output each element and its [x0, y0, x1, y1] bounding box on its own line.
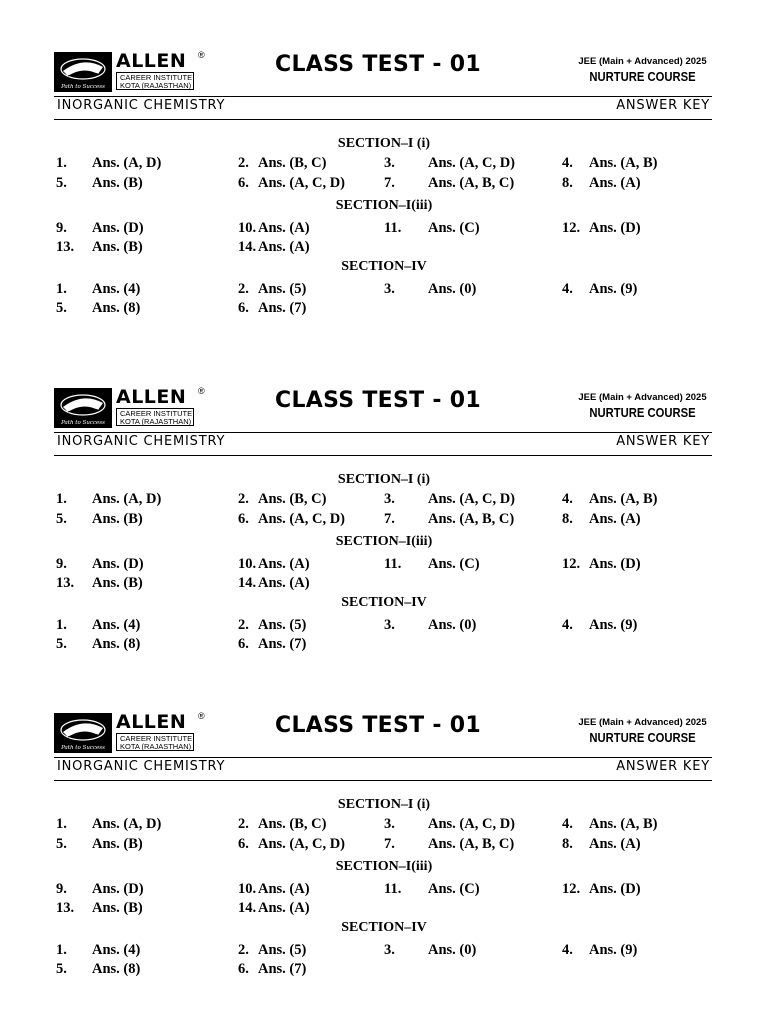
answer-value: Ans. (A)	[589, 511, 641, 527]
allen-logo	[54, 711, 205, 753]
logo-line-location: KOTA (RAJASTHAN)	[120, 742, 192, 751]
answer-value: Ans. (D)	[589, 220, 641, 236]
answer-value: Ans. (0)	[428, 281, 477, 297]
logo-line-location: KOTA (RAJASTHAN)	[120, 417, 192, 426]
answer-value: Ans. (B)	[92, 239, 143, 255]
course-label: NURTURE COURSE	[589, 70, 696, 84]
allen-logo	[54, 50, 205, 92]
answer-value: Ans. (D)	[92, 881, 144, 897]
question-number: 1.	[56, 155, 67, 171]
header-divider	[54, 757, 712, 758]
answer-value: Ans. (0)	[428, 942, 477, 958]
answer-row	[0, 511, 768, 529]
answer-value: Ans. (B)	[92, 175, 143, 191]
answer-value: Ans. (D)	[92, 556, 144, 572]
logo-brand: ALLEN	[116, 386, 187, 408]
answer-value: Ans. (4)	[92, 281, 141, 297]
answer-row	[0, 220, 768, 238]
answer-value: Ans. (C)	[428, 220, 480, 236]
answer-value: Ans. (A, B)	[589, 491, 658, 507]
question-number: 3.	[384, 491, 395, 507]
logo-line-institute: CAREER INSTITUTE	[120, 73, 193, 82]
answer-value: Ans. (A)	[258, 881, 310, 897]
question-number: 13.	[56, 575, 75, 591]
exam-label: JEE (Main + Advanced) 2025	[578, 392, 707, 403]
answer-value: Ans. (B)	[92, 511, 143, 527]
answer-row	[0, 175, 768, 193]
answer-key-label: ANSWER KEY	[616, 759, 710, 774]
answer-value: Ans. (5)	[258, 942, 307, 958]
question-number: 12.	[562, 881, 581, 897]
question-number: 5.	[56, 300, 67, 316]
question-number: 11.	[384, 220, 402, 236]
page-title: CLASS TEST - 01	[275, 713, 482, 738]
subject-label: INORGANIC CHEMISTRY	[57, 434, 226, 449]
answer-value: Ans. (A)	[589, 175, 641, 191]
question-number: 6.	[238, 175, 249, 191]
answer-row	[0, 900, 768, 918]
logo-tagline: Path to Success	[61, 84, 105, 90]
question-number: 6.	[238, 636, 249, 652]
answer-value: Ans. (7)	[258, 636, 307, 652]
answer-value: Ans. (A, C, D)	[258, 175, 345, 191]
answer-value: Ans. (B)	[92, 900, 143, 916]
question-number: 14.	[238, 900, 257, 916]
logo-institute-box	[116, 408, 194, 426]
question-number: 10.	[238, 556, 257, 572]
question-number: 1.	[56, 281, 67, 297]
answer-value: Ans. (B, C)	[258, 491, 327, 507]
question-number: 3.	[384, 942, 395, 958]
answer-value: Ans. (4)	[92, 942, 141, 958]
question-number: 7.	[384, 175, 395, 191]
answer-value: Ans. (5)	[258, 281, 307, 297]
answer-value: Ans. (8)	[92, 961, 141, 977]
question-number: 7.	[384, 511, 395, 527]
subject-label: INORGANIC CHEMISTRY	[57, 759, 226, 774]
question-number: 4.	[562, 816, 573, 832]
section-title: SECTION–I (i)	[337, 472, 431, 487]
answer-row	[0, 155, 768, 173]
allen-logo	[54, 386, 205, 428]
answer-value: Ans. (A, D)	[92, 816, 162, 832]
question-number: 4.	[562, 281, 573, 297]
question-number: 10.	[238, 220, 257, 236]
answer-value: Ans. (A, C, D)	[258, 836, 345, 852]
allen-emblem-icon	[54, 388, 112, 428]
subheader-divider	[54, 119, 712, 120]
answer-value: Ans. (A)	[258, 575, 310, 591]
question-number: 2.	[238, 816, 249, 832]
page-title: CLASS TEST - 01	[275, 52, 482, 77]
question-number: 5.	[56, 511, 67, 527]
section-title: SECTION–I(iii)	[335, 198, 433, 213]
question-number: 5.	[56, 961, 67, 977]
section-title: SECTION–I (i)	[337, 797, 431, 812]
answer-value: Ans. (5)	[258, 617, 307, 633]
answer-row	[0, 300, 768, 318]
answer-value: Ans. (B)	[92, 836, 143, 852]
question-number: 10.	[238, 881, 257, 897]
subheader-divider	[54, 780, 712, 781]
answer-value: Ans. (7)	[258, 300, 307, 316]
question-number: 5.	[56, 636, 67, 652]
answer-row	[0, 636, 768, 654]
question-number: 4.	[562, 942, 573, 958]
answer-value: Ans. (4)	[92, 617, 141, 633]
question-number: 6.	[238, 961, 249, 977]
question-number: 1.	[56, 617, 67, 633]
answer-row	[0, 881, 768, 899]
course-label: NURTURE COURSE	[589, 731, 696, 745]
exam-label: JEE (Main + Advanced) 2025	[578, 56, 707, 67]
answer-row	[0, 556, 768, 574]
registered-mark: ®	[198, 386, 205, 396]
question-number: 3.	[384, 617, 395, 633]
answer-key-block	[0, 0, 768, 320]
answer-row	[0, 281, 768, 299]
question-number: 9.	[56, 881, 67, 897]
answer-value: Ans. (C)	[428, 556, 480, 572]
answer-row	[0, 816, 768, 834]
section-title: SECTION–I(iii)	[335, 859, 433, 874]
answer-value: Ans. (A, C, D)	[428, 816, 515, 832]
question-number: 6.	[238, 511, 249, 527]
answer-row	[0, 575, 768, 593]
subheader-divider	[54, 455, 712, 456]
question-number: 1.	[56, 942, 67, 958]
course-label: NURTURE COURSE	[589, 406, 696, 420]
answer-key-label: ANSWER KEY	[616, 98, 710, 113]
answer-key-block	[0, 336, 768, 656]
question-number: 2.	[238, 491, 249, 507]
question-number: 2.	[238, 617, 249, 633]
question-number: 5.	[56, 175, 67, 191]
question-number: 14.	[238, 239, 257, 255]
answer-value: Ans. (8)	[92, 636, 141, 652]
logo-line-location: KOTA (RAJASTHAN)	[120, 81, 192, 90]
question-number: 9.	[56, 556, 67, 572]
answer-value: Ans. (9)	[589, 617, 638, 633]
answer-value: Ans. (B, C)	[258, 155, 327, 171]
question-number: 1.	[56, 491, 67, 507]
section-title: SECTION–IV	[341, 259, 427, 274]
question-number: 12.	[562, 220, 581, 236]
answer-value: Ans. (D)	[92, 220, 144, 236]
answer-key-label: ANSWER KEY	[616, 434, 710, 449]
question-number: 4.	[562, 155, 573, 171]
answer-value: Ans. (B, C)	[258, 816, 327, 832]
question-number: 2.	[238, 155, 249, 171]
answer-key-block	[0, 661, 768, 981]
answer-value: Ans. (A, B, C)	[428, 836, 515, 852]
answer-value: Ans. (8)	[92, 300, 141, 316]
question-number: 14.	[238, 575, 257, 591]
question-number: 2.	[238, 281, 249, 297]
header-divider	[54, 96, 712, 97]
answer-row	[0, 617, 768, 635]
question-number: 9.	[56, 220, 67, 236]
question-number: 11.	[384, 881, 402, 897]
answer-value: Ans. (A, D)	[92, 155, 162, 171]
section-title: SECTION–I(iii)	[335, 534, 433, 549]
question-number: 2.	[238, 942, 249, 958]
section-title: SECTION–I (i)	[337, 136, 431, 151]
answer-row	[0, 239, 768, 257]
answer-value: Ans. (A, B, C)	[428, 175, 515, 191]
exam-label: JEE (Main + Advanced) 2025	[578, 717, 707, 728]
question-number: 3.	[384, 155, 395, 171]
answer-value: Ans. (D)	[589, 881, 641, 897]
answer-value: Ans. (B)	[92, 575, 143, 591]
question-number: 13.	[56, 900, 75, 916]
answer-row	[0, 961, 768, 979]
answer-value: Ans. (A, C, D)	[258, 511, 345, 527]
question-number: 1.	[56, 816, 67, 832]
question-number: 8.	[562, 175, 573, 191]
answer-value: Ans. (A)	[258, 220, 310, 236]
logo-tagline: Path to Success	[61, 745, 105, 751]
answer-value: Ans. (D)	[589, 556, 641, 572]
question-number: 11.	[384, 556, 402, 572]
question-number: 8.	[562, 511, 573, 527]
answer-value: Ans. (A, C, D)	[428, 491, 515, 507]
answer-value: Ans. (A)	[258, 556, 310, 572]
answer-row	[0, 942, 768, 960]
logo-brand: ALLEN	[116, 50, 187, 72]
question-number: 6.	[238, 300, 249, 316]
answer-value: Ans. (9)	[589, 942, 638, 958]
logo-institute-box	[116, 733, 194, 751]
logo-line-institute: CAREER INSTITUTE	[120, 734, 193, 743]
section-title: SECTION–IV	[341, 920, 427, 935]
answer-value: Ans. (A, B, C)	[428, 511, 515, 527]
header-divider	[54, 432, 712, 433]
registered-mark: ®	[198, 50, 205, 60]
question-number: 7.	[384, 836, 395, 852]
allen-emblem-icon	[54, 52, 112, 92]
question-number: 6.	[238, 836, 249, 852]
answer-value: Ans. (A, D)	[92, 491, 162, 507]
logo-institute-box	[116, 72, 194, 90]
question-number: 5.	[56, 836, 67, 852]
logo-line-institute: CAREER INSTITUTE	[120, 409, 193, 418]
question-number: 12.	[562, 556, 581, 572]
question-number: 3.	[384, 816, 395, 832]
answer-value: Ans. (0)	[428, 617, 477, 633]
answer-value: Ans. (A, B)	[589, 155, 658, 171]
answer-value: Ans. (A)	[589, 836, 641, 852]
registered-mark: ®	[198, 711, 205, 721]
section-title: SECTION–IV	[341, 595, 427, 610]
answer-value: Ans. (A, C, D)	[428, 155, 515, 171]
answer-value: Ans. (A, B)	[589, 816, 658, 832]
answer-value: Ans. (7)	[258, 961, 307, 977]
answer-value: Ans. (9)	[589, 281, 638, 297]
question-number: 4.	[562, 617, 573, 633]
answer-row	[0, 836, 768, 854]
answer-value: Ans. (A)	[258, 900, 310, 916]
subject-label: INORGANIC CHEMISTRY	[57, 98, 226, 113]
page-title: CLASS TEST - 01	[275, 388, 482, 413]
logo-brand: ALLEN	[116, 711, 187, 733]
question-number: 8.	[562, 836, 573, 852]
answer-row	[0, 491, 768, 509]
question-number: 3.	[384, 281, 395, 297]
answer-value: Ans. (A)	[258, 239, 310, 255]
question-number: 13.	[56, 239, 75, 255]
question-number: 4.	[562, 491, 573, 507]
logo-tagline: Path to Success	[61, 420, 105, 426]
answer-value: Ans. (C)	[428, 881, 480, 897]
allen-emblem-icon	[54, 713, 112, 753]
